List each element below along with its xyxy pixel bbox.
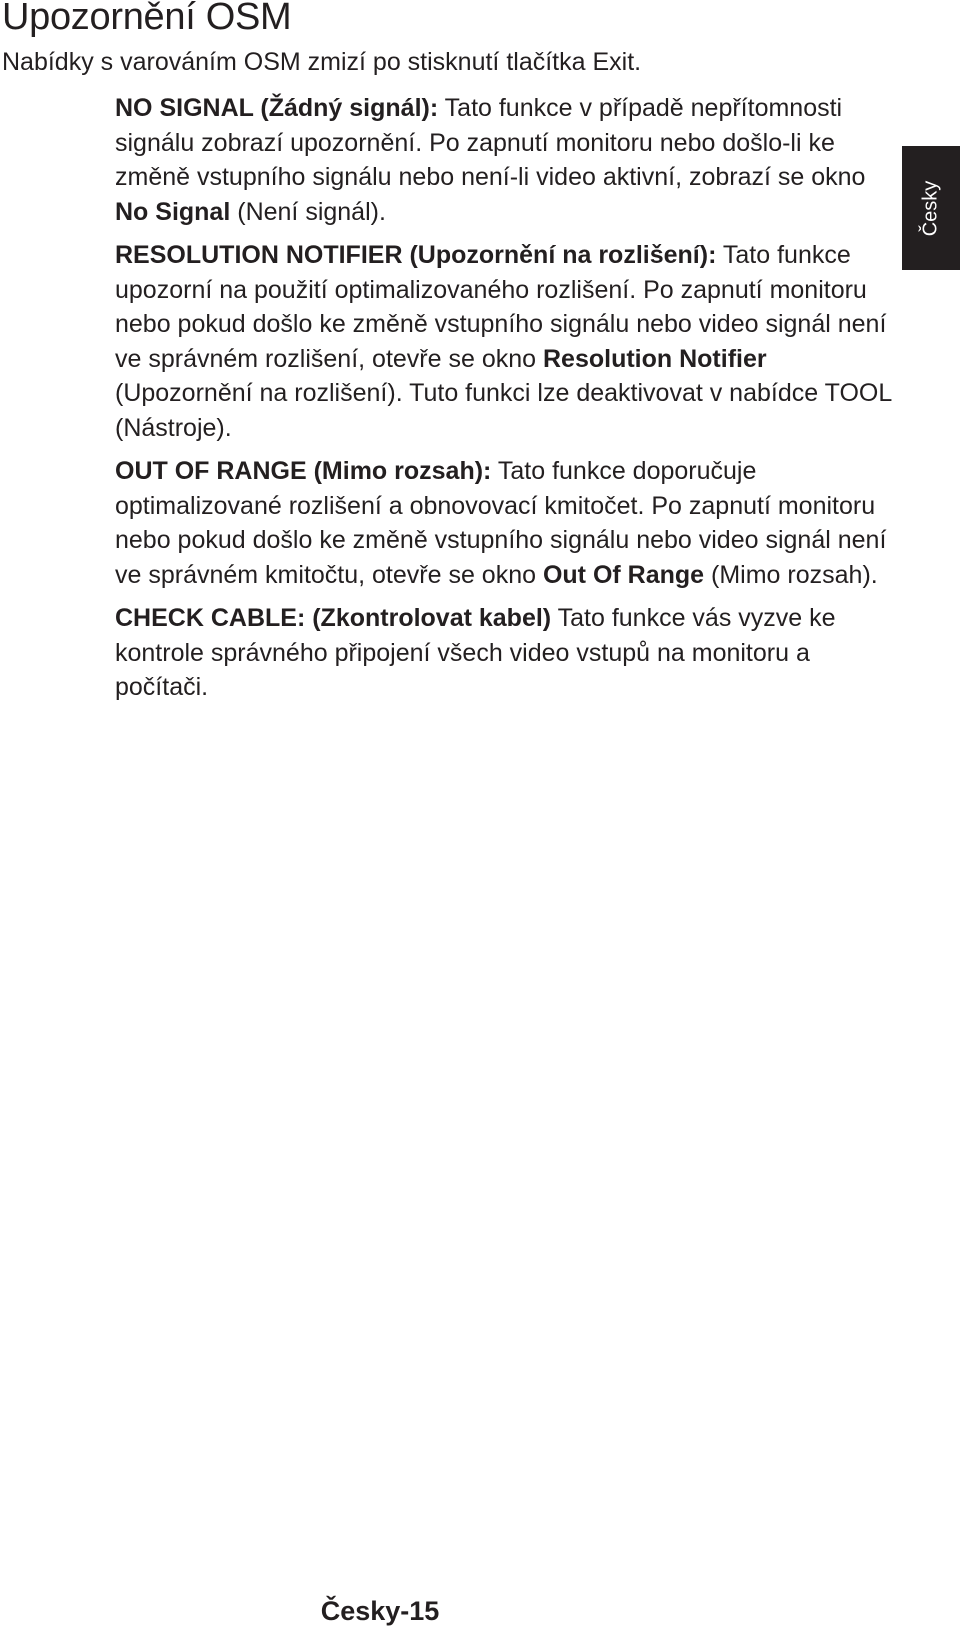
out-of-range-text: Tato funkce doporučuje optimalizované rozlišení a obnovovací kmitočet. Po zapnutí monitoru nebo pokud došlo ke změně vstupního signálu nebo video signál není ve správném kmitočtu, otevře se okno [115,457,887,589]
resolution-notifier-text-end: (Upozornění na rozlišení). Tuto funkci lze deaktivovat v nabídce TOOL (Nástroje). [115,379,892,442]
no-signal-label: NO SIGNAL (Žádný signál): [115,94,439,122]
out-of-range-label: OUT OF RANGE (Mimo rozsah): [115,457,492,485]
resolution-notifier-label: RESOLUTION NOTIFIER (Upozornění na rozlišení): [115,241,717,269]
language-side-tab [902,146,960,270]
out-of-range-text-end: (Mimo rozsah). [704,560,878,589]
out-of-range-paragraph [115,454,895,592]
no-signal-text: Tato funkce v případě nepřítomnosti signálu zobrazí upozornění. Po zapnutí monitoru nebo došlo-li ke změně vstupního signálu nebo není-li video aktivní, zobrazí se okno [115,94,866,191]
check-cable-paragraph [115,601,895,705]
notices-body [115,91,895,714]
no-signal-window-name: No Signal [115,197,231,226]
language-side-tab-label: Česky [919,180,942,236]
no-signal-paragraph [115,91,895,229]
page-number: Česky-15 [320,1596,440,1626]
resolution-notifier-window-name: Resolution Notifier [542,344,767,373]
check-cable-text: Tato funkce vás vyzve ke kontrole správného připojení všech video vstupů na monitoru a počítači. [115,604,836,701]
check-cable-label: CHECK CABLE: (Zkontrolovat kabel) [115,604,552,632]
resolution-notifier-text: Tato funkce upozorní na použití optimalizovaného rozlišení. Po zapnutí monitoru nebo pokud došlo ke změně vstupního signálu nebo video signál není ve správném rozlišení, otevře se okno [115,241,887,373]
intro-text: Nabídky s varováním OSM zmizí po stisknutí tlačítka Exit. [2,48,642,76]
out-of-range-window-name: Out Of Range [542,560,705,589]
resolution-notifier-paragraph [115,238,895,445]
page-title: Upozornění OSM [2,0,292,38]
no-signal-text-end: (Není signál). [230,197,386,226]
